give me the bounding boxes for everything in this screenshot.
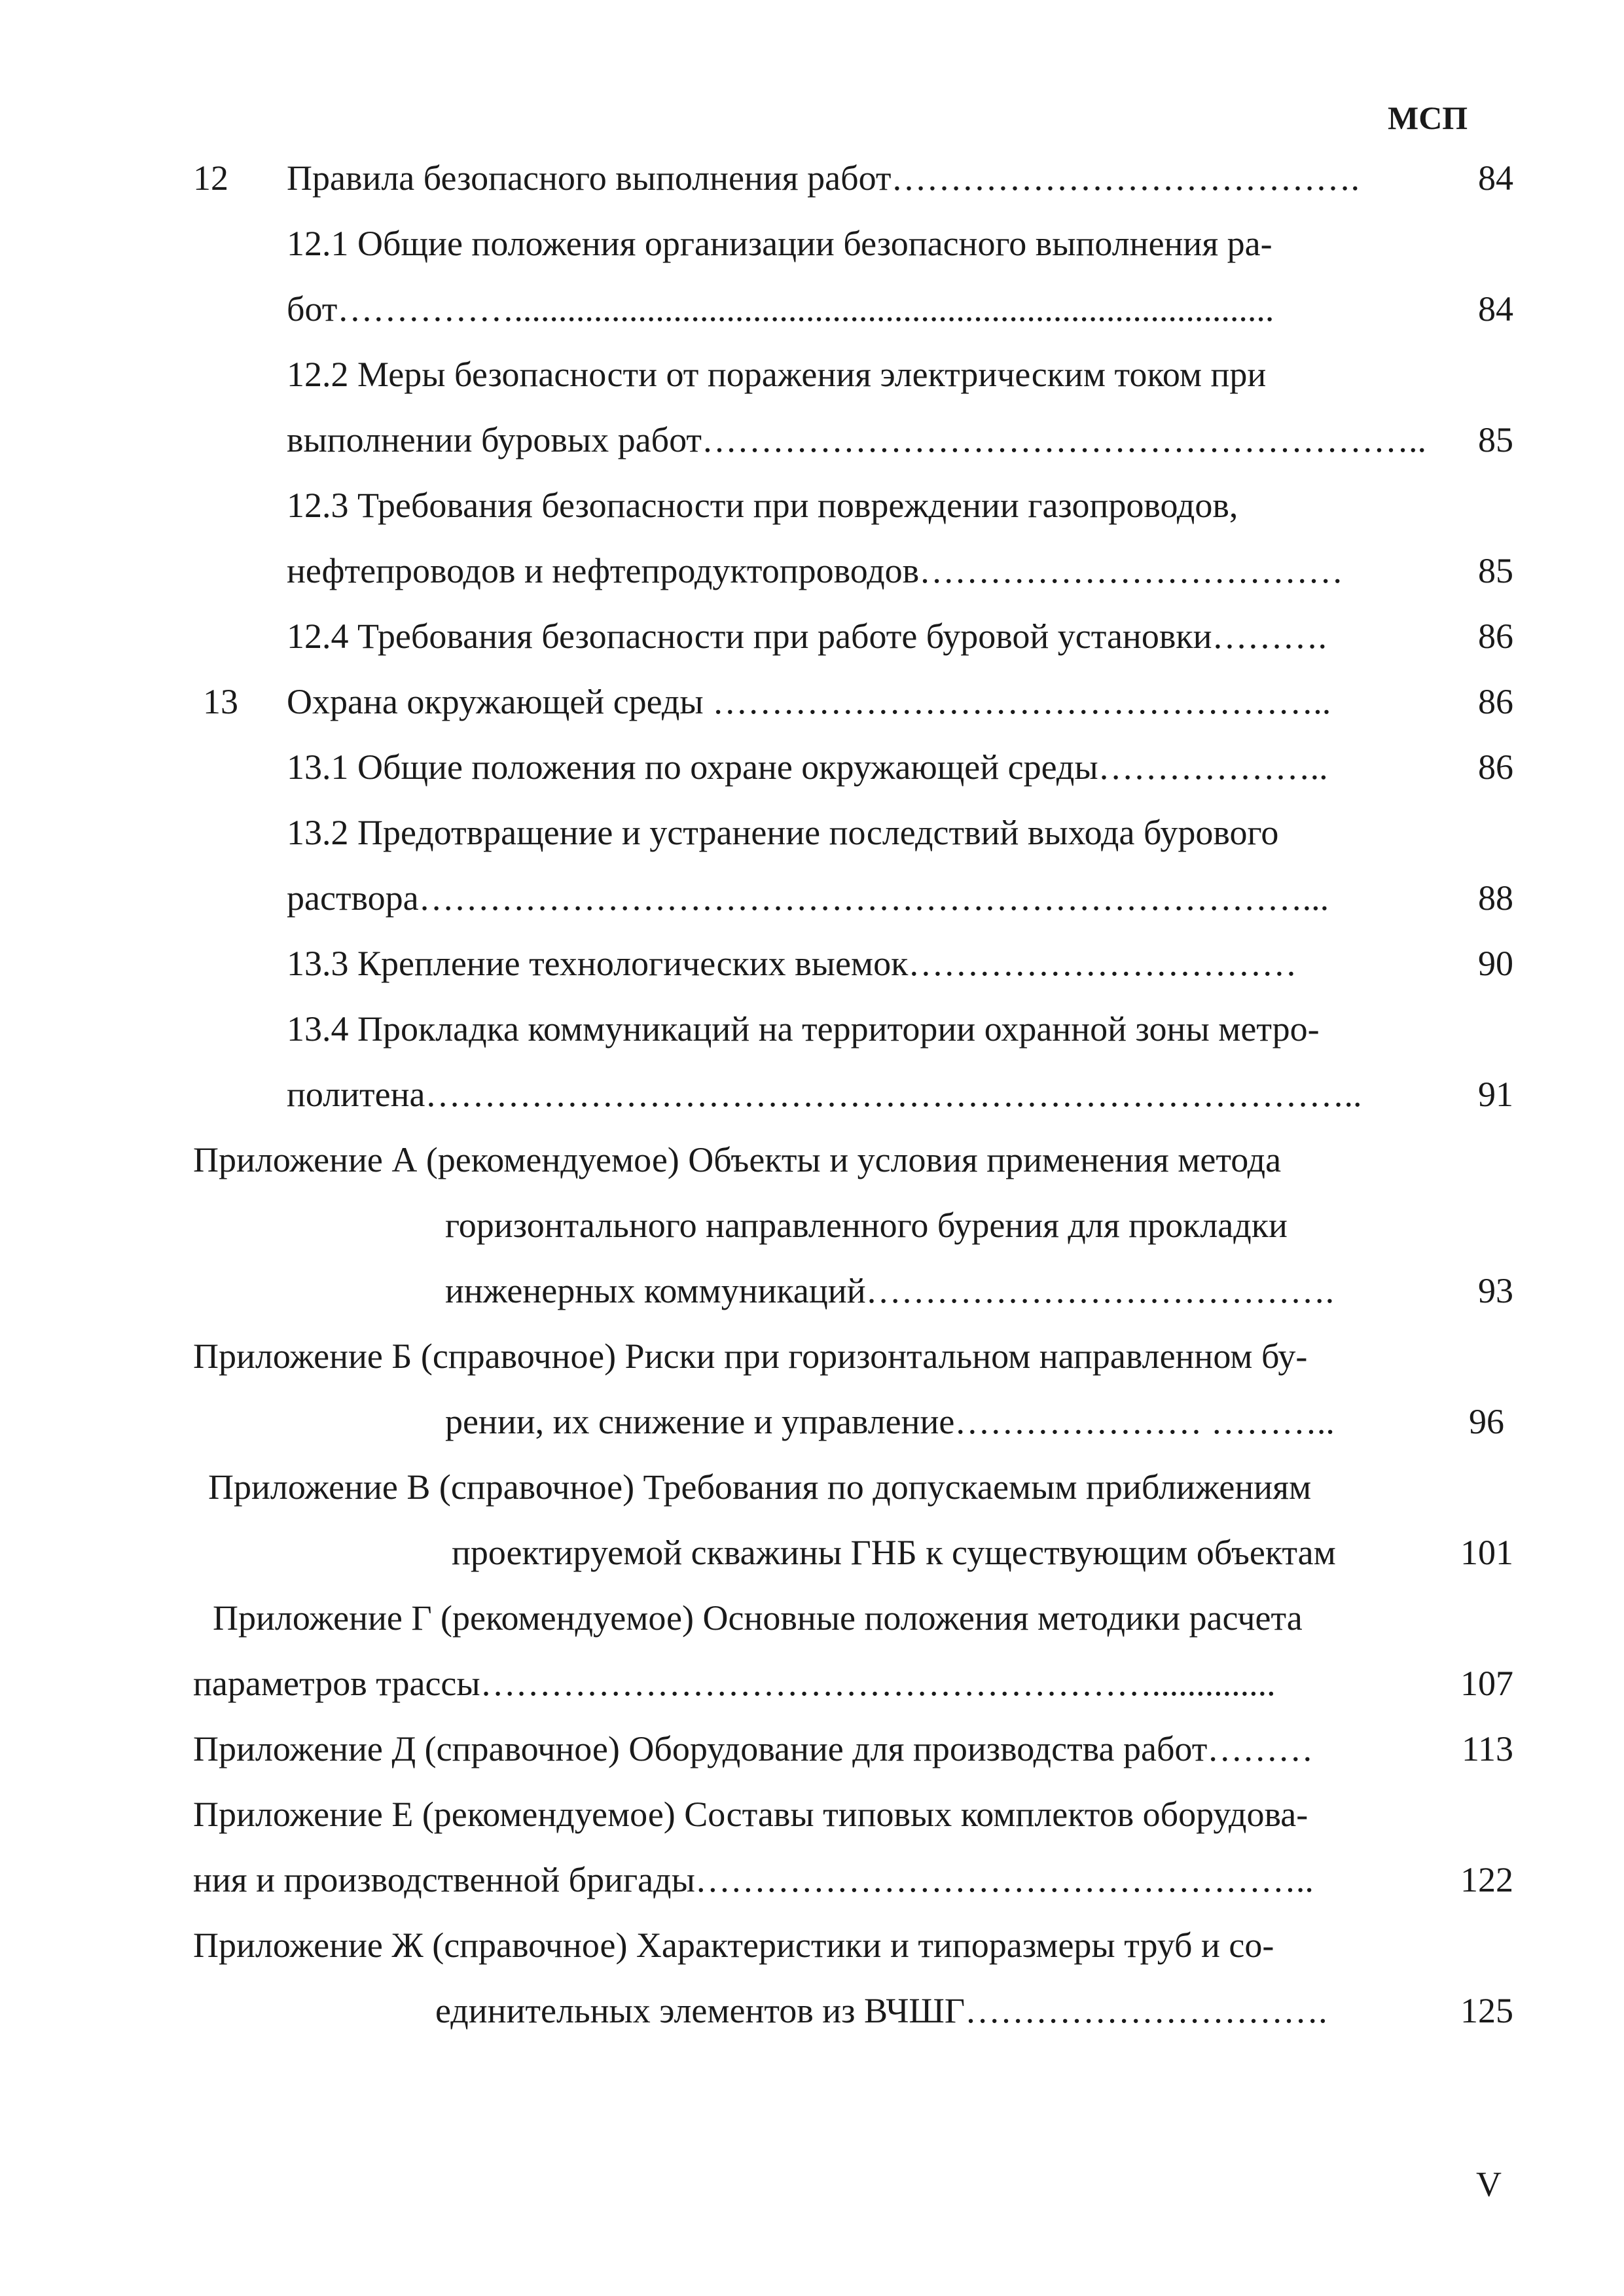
toc-entry-appendix-a-line2: горизонтального направленного бурения для прокладки (445, 1206, 1288, 1245)
document-code: МСП (1388, 99, 1468, 136)
toc-entry-13-1: 13.1 Общие положения по охране окружающей среды……………….. (287, 747, 1328, 787)
toc-entry-appendix-b-line1: Приложение Б (справочное) Риски при горизонтальном направленном бу- (193, 1336, 1308, 1376)
toc-page-13-4: 91 (1478, 1075, 1513, 1114)
toc-page-appendix-d: 113 (1462, 1729, 1513, 1768)
toc-entry-12-1-line1: 12.1 Общие положения организации безопасного выполнения ра- (287, 224, 1272, 263)
toc-page-appendix-e: 122 (1460, 1860, 1513, 1899)
page-number: V (1476, 2164, 1502, 2204)
toc-entry-13-4-line1: 13.4 Прокладка коммуникаций на территории охранной зоны метро- (287, 1009, 1320, 1049)
toc-entry-13: Охрана окружающей среды …………………………………………….. (287, 682, 1331, 721)
toc-entry-appendix-g-line2: параметров трассы………………………………………………….............. (193, 1664, 1276, 1703)
toc-entry-13-2-line2: раствора…………………………………………………………………... (287, 878, 1329, 918)
toc-entry-12-2-line2: выполнении буровых работ…………………………………………………….. (287, 420, 1426, 459)
toc-page-12-3: 85 (1478, 551, 1513, 590)
toc-page-appendix-b: 96 (1469, 1402, 1504, 1441)
toc-entry-12-3-line2: нефтепроводов и нефтепродуктопроводов……………………………… (287, 551, 1344, 590)
toc-entry-appendix-v-line2: проектируемой скважины ГНБ к существующим объектам (452, 1533, 1336, 1572)
toc-entry-appendix-v-line1: Приложение В (справочное) Требования по допускаемым приближениям (208, 1467, 1312, 1507)
toc-entry-appendix-a-line3: инженерных коммуникаций…………………………………. (445, 1271, 1335, 1310)
toc-page-13-3: 90 (1478, 944, 1513, 983)
toc-entry-12-2-line1: 12.2 Меры безопасности от поражения электрическим током при (287, 355, 1267, 394)
toc-entry-appendix-e-line2: ния и производственной бригады…………………………………………….. (193, 1860, 1314, 1899)
toc-page-12-4: 86 (1478, 617, 1513, 656)
toc-page-appendix-v: 101 (1460, 1533, 1513, 1572)
toc-entry-appendix-b-line2: рении, их снижение и управление………………… ……….. (445, 1402, 1335, 1441)
toc-page-appendix-g: 107 (1460, 1664, 1513, 1703)
toc-entry-appendix-a-line1: Приложение А (рекомендуемое) Объекты и условия применения метода (193, 1140, 1282, 1179)
toc-entry-appendix-e-line1: Приложение Е (рекомендуемое) Составы типовых комплектов оборудова- (193, 1795, 1308, 1834)
toc-entry-12-1-line2: бот……………...................................................................................... (287, 289, 1274, 329)
toc-entry-appendix-g-line1: Приложение Г (рекомендуемое) Основные положения методики расчета (213, 1598, 1303, 1638)
toc-entry-12-3-line1: 12.3 Требования безопасности при повреждении газопроводов, (287, 486, 1238, 525)
toc-page-13: 86 (1478, 682, 1513, 721)
toc-num-12: 12 (193, 158, 228, 198)
toc-entry-13-3: 13.3 Крепление технологических выемок…………………………… (287, 944, 1297, 983)
toc-num-13: 13 (203, 682, 238, 721)
toc-page-13-1: 86 (1478, 747, 1513, 787)
toc-entry-appendix-zh-line2: единительных элементов из ВЧШГ…………………………. (435, 1991, 1327, 2030)
toc-entry-12: Правила безопасного выполнения работ…………………………………. (287, 158, 1360, 198)
toc-entry-13-2-line1: 13.2 Предотвращение и устранение последствий выхода бурового (287, 813, 1279, 852)
toc-entry-appendix-d: Приложение Д (справочное) Оборудование для производства работ……… (193, 1729, 1314, 1768)
toc-page-12-1: 84 (1478, 289, 1513, 329)
toc-page-12-2: 85 (1478, 420, 1513, 459)
toc-page-appendix-zh: 125 (1460, 1991, 1513, 2030)
toc-page-appendix-a: 93 (1478, 1271, 1513, 1310)
toc-page-12: 84 (1478, 158, 1513, 198)
toc-page-13-2: 88 (1478, 878, 1513, 918)
toc-entry-12-4: 12.4 Требования безопасности при работе буровой установки………. (287, 617, 1327, 656)
toc-entry-appendix-zh-line1: Приложение Ж (справочное) Характеристики и типоразмеры труб и со- (193, 1926, 1274, 1965)
toc-entry-13-4-line2: политена…………………………………………………………………….. (287, 1075, 1362, 1114)
